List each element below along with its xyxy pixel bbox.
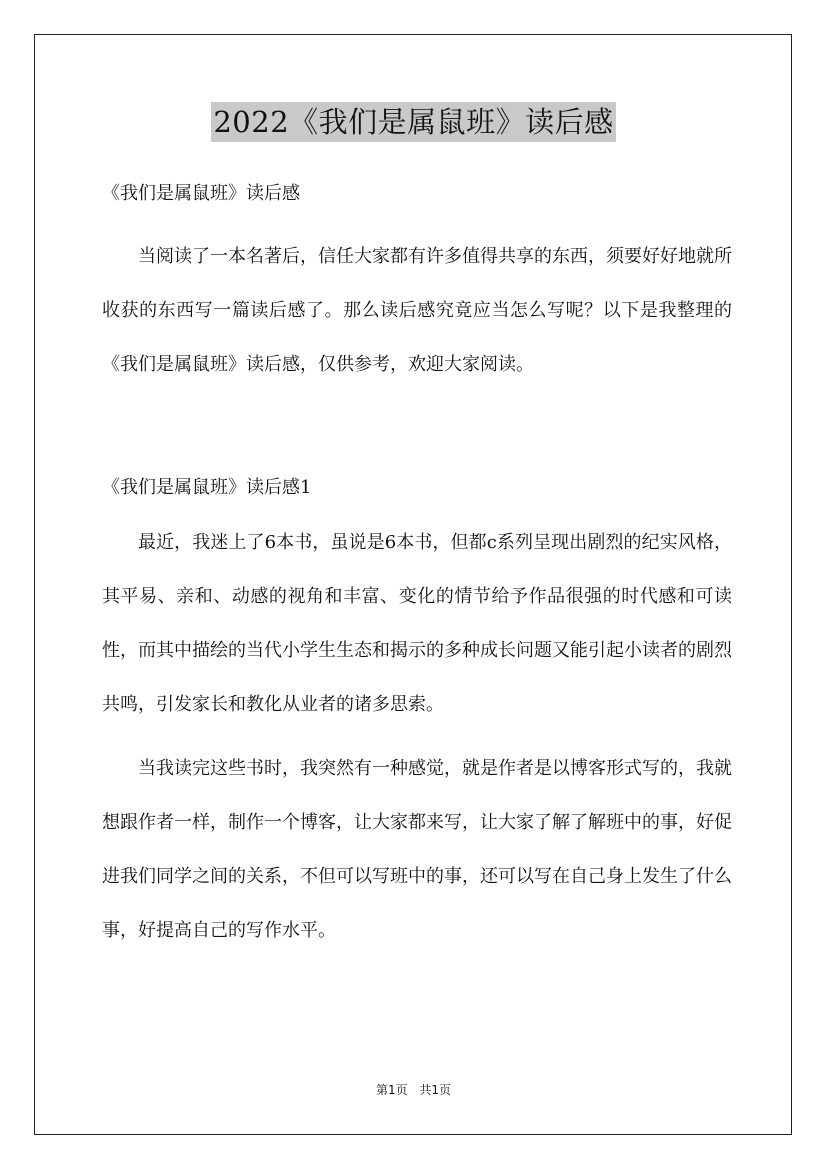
document-body (102, 176, 732, 958)
page-number: 第1页 (375, 1083, 408, 1097)
page-total: 共1页 (419, 1083, 452, 1097)
section1-heading: 《我们是属鼠班》读后感1 (102, 477, 312, 498)
intro-paragraph: 当阅读了一本名著后，信任大家都有许多值得共享的东西，须要好好地就所收获的东西写一篇读后感了。那么读后感究竟应当怎么写呢？以下是我整理的《我们是属鼠班》读后感，仅供参考，欢迎大家阅读。 (102, 246, 732, 375)
page-footer (0, 1081, 827, 1099)
section1-paragraph-2: 当我读完这些书时，我突然有一种感觉，就是作者是以博客形式写的，我就想跟作者一样，制作一个博客，让大家都来写，让大家了解了解班中的事，好促进我们同学之间的关系，不但可以写班中的事，还可以写在自己身上发生了什么事，好提高自己的写作水平。 (102, 758, 732, 941)
intro-heading: 《我们是属鼠班》读后感 (102, 183, 300, 204)
title-container (0, 102, 827, 142)
section1-paragraph-1: 最近，我迷上了6本书，虽说是6本书，但都c系列呈现出剧烈的纪实风格，其平易、亲和、动感的视角和丰富、变化的情节给予作品很强的时代感和可读性，而其中描绘的当代小学生生态和揭示的多种成长问题又能引起小读者的剧烈共鸣，引发家长和教化从业者的诸多思索。 (102, 532, 732, 715)
document-title: 2022《我们是属鼠班》读后感 (211, 102, 615, 142)
